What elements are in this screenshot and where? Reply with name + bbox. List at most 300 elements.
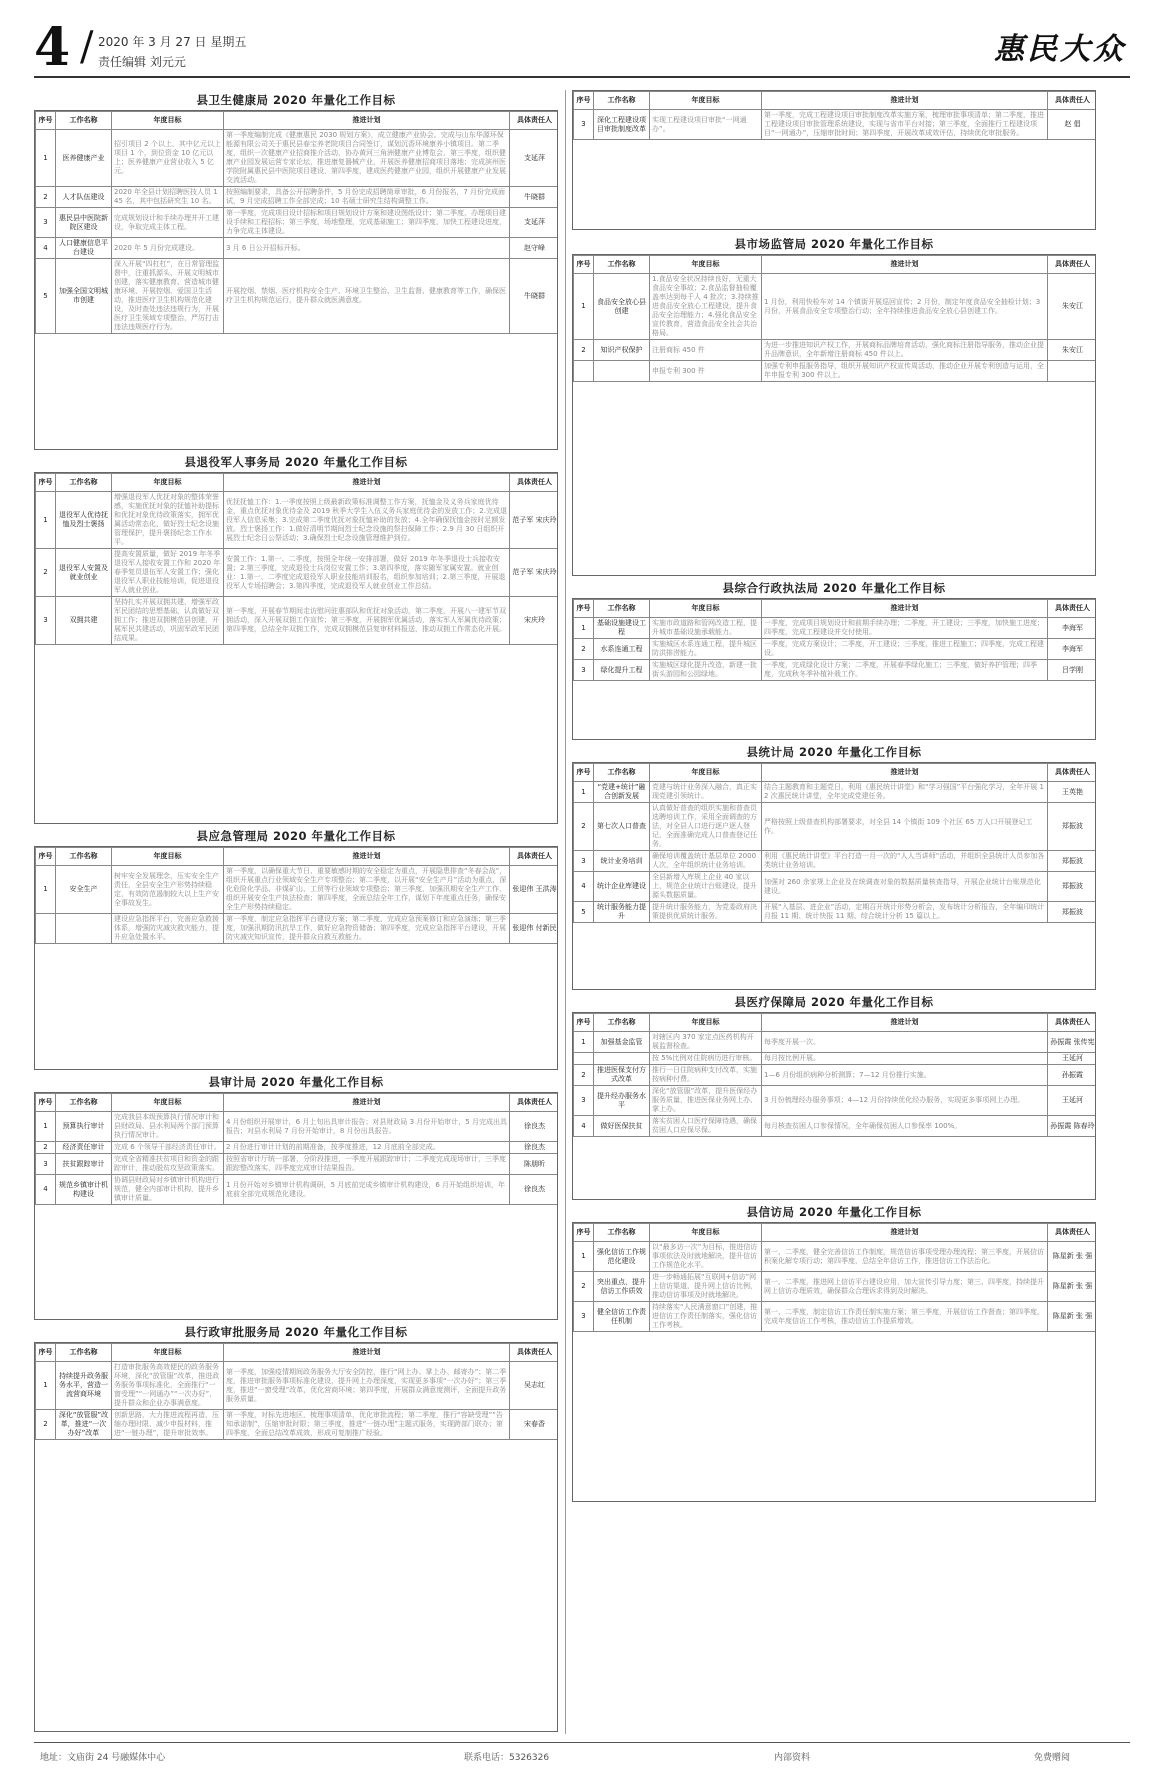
- table-cell: 食品安全放心县创建: [594, 274, 650, 340]
- column-divider: [565, 90, 566, 1734]
- footer: [34, 1742, 1130, 1768]
- column-header: 推进计划: [224, 1344, 510, 1362]
- table-cell: 2020 年 5 月份完成建设。: [112, 238, 224, 259]
- table-header-row: [574, 1224, 1097, 1242]
- column-header: 具体责任人: [510, 474, 559, 492]
- target-table: [572, 762, 1096, 990]
- table-row: [574, 1116, 1097, 1137]
- table-cell: 宋春香: [510, 1410, 559, 1440]
- table-cell: 宋庆玲: [510, 597, 559, 645]
- table-cell: 1: [574, 1242, 594, 1272]
- table-cell: 第一、二季度，健全完善信访工作制度，规范信访事项受理办理流程；第三季度，开展信访积案化解专项行动；第四季度，总结全年信访工作，推进信访工作法治化。: [762, 1242, 1048, 1272]
- section-title: 县信访局 2020 年量化工作目标: [746, 1205, 922, 1219]
- table-cell: 赵 倡: [1048, 110, 1097, 140]
- table-cell: 树牢安全发展理念，压实安全生产责任，全县安全生产形势持续稳定，有效防范遏制较大以上生产安全事故发生。: [112, 866, 224, 914]
- footer-label-free: 免费赠阅: [1034, 1753, 1071, 1763]
- section-petition: [572, 1202, 1096, 1734]
- section-title: 县退役军人事务局 2020 年量化工作目标: [184, 455, 408, 469]
- table-cell: 提升经办服务水平: [594, 1086, 650, 1116]
- table-cell: 全县新增入库规上企业 40 家以上，规范企业统计台账建设，提升源头数据质量。: [650, 872, 762, 902]
- table-cell: 4: [36, 1175, 56, 1205]
- table-cell: 3 月份梳理经办服务事项；4—12 月份持续优化经办服务，实现更多事项网上办理。: [762, 1086, 1048, 1116]
- table-cell: 4: [36, 238, 56, 259]
- column-header: 工作名称: [56, 112, 112, 130]
- table-row: [36, 1112, 559, 1142]
- table-cell: 加强全国文明城市创建: [56, 259, 112, 334]
- table-cell: 3: [36, 1154, 56, 1175]
- table-cell: 5: [36, 259, 56, 334]
- left-column: [34, 90, 558, 1734]
- table-cell: 完成 6 个领导干部经济责任审计。: [112, 1142, 224, 1154]
- column-header: 推进计划: [762, 1224, 1048, 1242]
- table-cell: 1: [574, 618, 594, 639]
- column-header: 序号: [574, 92, 594, 110]
- section-title: 县审计局 2020 年量化工作目标: [208, 1075, 384, 1089]
- table-cell: 第一季度编制完成《健康惠民 2030 规划方案》，成立健康产业协会。完成与山东华源环保能源有限公司关于惠民县春宝养老院项目合同签订，谋划沉香环境康养小镇项目。第二季度，组织一次健康产业招商推介活动，协办黄河三角洲健康产业博览会，第三季度，组织健康产业园发展运营专家论坛，推进康复器械产业，开展医养健康招商项目落地；完成滨州医学院附属惠民县中医院项目建设，第四季度，建成医药健康产业园，组织开展健康产业发展交流活动。: [224, 130, 510, 187]
- table-cell: 按 5%比例对住院病历进行审核。: [650, 1053, 762, 1065]
- table-cell: 孙振霞: [1048, 1065, 1097, 1086]
- table-cell: 1: [574, 782, 594, 803]
- column-header: 序号: [36, 1344, 56, 1362]
- table-cell: 完成我县本级预算执行情况审计和县财政局、县水利局两个部门预算执行情况审计。: [112, 1112, 224, 1142]
- table-row: [574, 803, 1097, 851]
- table-cell: 徐良杰: [510, 1112, 559, 1142]
- column-header: 工作名称: [56, 474, 112, 492]
- column-header: 年度目标: [650, 600, 762, 618]
- table-cell: 5: [574, 902, 594, 923]
- table-cell: 郑振波: [1048, 872, 1097, 902]
- table-cell: 退役军人安置及就业创业: [56, 549, 112, 597]
- table-cell: 第七次人口普查: [594, 803, 650, 851]
- table-cell: [36, 914, 56, 944]
- section-market: [572, 234, 1096, 578]
- table-row: [574, 361, 1097, 382]
- table-cell: 为进一步推进知识产权工作，开展商标品牌培育活动，强化商标注册指导服务，推动企业提升品牌意识，全年新增注册商标 450 件以上。: [762, 340, 1048, 361]
- column-header: 序号: [574, 256, 594, 274]
- table-cell: 范子军 宋庆玲: [510, 549, 559, 597]
- table-row: [574, 1065, 1097, 1086]
- column-header: 工作名称: [56, 848, 112, 866]
- table-cell: [56, 914, 112, 944]
- target-table: [572, 598, 1096, 740]
- column-header: 具体责任人: [1048, 1014, 1097, 1032]
- table-cell: 朱安江: [1048, 340, 1097, 361]
- section-health: [34, 90, 558, 452]
- table-row: [36, 492, 559, 549]
- table-cell: 3: [574, 1302, 594, 1332]
- table-header-row: [36, 1344, 559, 1362]
- table-grid: [573, 91, 1096, 140]
- table-cell: 第一季度，开展春节期间走访慰问驻惠部队和优抚对象活动，第二季度，开展八一建军节双拥活动，深入开展双拥工作宣传；第三季度，开展拥军优属活动，落实军人军属优待政策；第四季度，总结全年双拥工作，完成双拥模范县复审材料报送，推动双拥工作常态化开展。: [224, 597, 510, 645]
- column-header: 推进计划: [762, 1014, 1048, 1032]
- table-cell: 第一季度，以确保重大节日、重要敏感时期的安全稳定为重点，开展隐患排查“冬春会战”，组织开展重点行业领域安全生产专项整治；第二季度，以开展“安全生产月”活动为重点，深化危险化学品、非煤矿山、工贸等行业领域专项整治；第三季度，加强汛期安全生产工作，组织开展安全生产执法检查；第四季度，全面总结全年工作，谋划下年度重点任务，确保安全生产形势持续稳定。: [224, 866, 510, 914]
- column-header: 年度目标: [112, 1344, 224, 1362]
- section-enforce: [572, 578, 1096, 742]
- table-row: [574, 782, 1097, 803]
- section-title: 县统计局 2020 年量化工作目标: [746, 745, 922, 759]
- section-title: 县医疗保障局 2020 年量化工作目标: [734, 995, 934, 1009]
- target-table: [34, 472, 558, 824]
- table-cell: 加强基金监管: [594, 1032, 650, 1053]
- column-header: 年度目标: [112, 848, 224, 866]
- column-header: 工作名称: [56, 1094, 112, 1112]
- footer-phone: 联系电话：5326326: [464, 1753, 550, 1763]
- column-header: 推进计划: [762, 600, 1048, 618]
- table-grid: [35, 847, 558, 944]
- table-cell: 3: [36, 208, 56, 238]
- table-cell: 统计业务培训: [594, 851, 650, 872]
- table-cell: 张迎伟 王洪涛: [510, 866, 559, 914]
- table-cell: 提升统计服务能力，为党委政府决策提供优质统计服务。: [650, 902, 762, 923]
- table-cell: 以“最多访一次”为目标，推进信访事项依法及时就地解决，提升信访工作规范化水平。: [650, 1242, 762, 1272]
- table-row: [574, 660, 1097, 681]
- table-cell: 第一季度，完成项目设计招标和项目规划设计方案和建设图纸设计；第二季度，办理项目建设手续和工程招标；第三季度，场地整理，完成基础施工；第四季度，加快工程建设进度，力争完成主体建设。: [224, 208, 510, 238]
- table-cell: 健全信访工作责任机制: [594, 1302, 650, 1332]
- table-cell: 张迎伟 付新民: [510, 914, 559, 944]
- table-cell: 2: [36, 1142, 56, 1154]
- table-cell: 孙振霞 陈春玲: [1048, 1116, 1097, 1137]
- target-table: [34, 1342, 558, 1732]
- target-table: [572, 254, 1096, 576]
- footer-address: 地址：文庙街 24 号融媒体中心: [40, 1753, 166, 1763]
- table-cell: 赵守峰: [510, 238, 559, 259]
- target-table: [34, 846, 558, 1070]
- table-cell: 3 月 6 日公开招标开标。: [224, 238, 510, 259]
- table-cell: [574, 361, 594, 382]
- table-grid: [573, 255, 1096, 382]
- table-cell: 2: [574, 1065, 594, 1086]
- table-row: [574, 1086, 1097, 1116]
- column-header: 工作名称: [594, 92, 650, 110]
- target-table: [34, 1092, 558, 1320]
- table-cell: 范子军 宋庆玲: [510, 492, 559, 549]
- table-grid: [35, 1093, 558, 1205]
- column-header: 工作名称: [594, 1014, 650, 1032]
- table-cell: 协调县财政局对乡镇审计机构进行规范，健全内部审计机构，提升乡镇审计质量。: [112, 1175, 224, 1205]
- table-cell: 实施城区水系连通工程，提升城区防洪排涝能力。: [650, 639, 762, 660]
- column-header: 具体责任人: [1048, 1224, 1097, 1242]
- column-header: 序号: [36, 848, 56, 866]
- column-header: 年度目标: [650, 1224, 762, 1242]
- column-header: 年度目标: [650, 92, 762, 110]
- table-row: [36, 187, 559, 208]
- right-column: [572, 90, 1096, 1734]
- column-header: 推进计划: [224, 112, 510, 130]
- table-header-row: [574, 1014, 1097, 1032]
- column-header: 具体责任人: [1048, 600, 1097, 618]
- table-cell: 招引项目 2 个以上，其中亿元以上项目 1 个，到位资金 10 亿元以上；医养健康产业营业收入 5 亿元。: [112, 130, 224, 187]
- table-cell: 1: [574, 1032, 594, 1053]
- table-cell: 统计企业库建设: [594, 872, 650, 902]
- table-cell: [594, 361, 650, 382]
- table-cell: 1: [36, 1112, 56, 1142]
- table-cell: 1 月份开始对乡镇审计机构调研，5 月底前完成乡镇审计机构建设，6 月开始组织培训，年底前全部完成规范化建设。: [224, 1175, 510, 1205]
- column-header: 推进计划: [762, 92, 1048, 110]
- table-grid: [35, 111, 558, 334]
- column-header: 年度目标: [650, 256, 762, 274]
- target-table: [34, 110, 558, 450]
- table-cell: 2: [574, 1272, 594, 1302]
- table-cell: 陈星新 张 强: [1048, 1302, 1097, 1332]
- table-cell: 陈朋昕: [510, 1154, 559, 1175]
- column-header: 具体责任人: [1048, 764, 1097, 782]
- table-cell: 知识产权保护: [594, 340, 650, 361]
- table-cell: 陈星新 张 强: [1048, 1272, 1097, 1302]
- table-row: [36, 549, 559, 597]
- table-cell: 持续落实“人民满意窗口”创建，推进信访工作责任制落实，强化信访工作考核。: [650, 1302, 762, 1332]
- table-cell: 认真做好普查的组织实施和普查员选聘培训工作，采用全面调查的方法，对全县人口进行逐户逐人登记，全面准确完成人口普查登记任务。: [650, 803, 762, 851]
- table-cell: 2: [574, 639, 594, 660]
- column-header: 具体责任人: [1048, 256, 1097, 274]
- table-cell: 利用《惠民统计讲堂》平台打造一月一次的“人人当讲师”活动，并组织全县统计人员参加各类统计业务培训。: [762, 851, 1048, 872]
- column-header: 序号: [574, 1224, 594, 1242]
- table-cell: 2: [36, 1410, 56, 1440]
- table-cell: 按照编制要求，具备公开招聘条件，5 月份完成招聘简章审批，6 月份报名，7 月份完成面试，9 月完成招聘工作全部完成；10 名硕士研究生结构调整工作。: [224, 187, 510, 208]
- section-title: 县行政审批服务局 2020 年量化工作目标: [184, 1325, 408, 1339]
- table-cell: 深化“放管服”改革，推进“一次办好”改革: [56, 1410, 112, 1440]
- table-cell: 进一步畅通拓展“互联网+信访”网上信访渠道，提升网上信访比例，推动信访事项及时就地解决。: [650, 1272, 762, 1302]
- table-cell: 惠民县中医院新院区建设: [56, 208, 112, 238]
- table-header-row: [36, 112, 559, 130]
- table-cell: “党建+统计”融合创新发展: [594, 782, 650, 803]
- table-cell: 创新思路，大力推进流程再造，压缩办理时限、减少申报材料，推进“一链办理”，提升审批效率。: [112, 1410, 224, 1440]
- table-cell: 严格按照上级普查机构部署要求，对全县 14 个镇街 109 个社区 65 万人口开展登记工作。: [762, 803, 1048, 851]
- table-cell: [574, 1053, 594, 1065]
- masthead: [34, 14, 1130, 78]
- table-cell: 结合主题教育和主题党日，利用《惠民统计讲堂》和“学习强国”平台强化学习，全年开展 12 次惠民统计讲堂，全年完成党建任务。: [762, 782, 1048, 803]
- table-cell: 孙振霞 张传宪: [1048, 1032, 1097, 1053]
- table-cell: 深化工程建设项目审批制度改革: [594, 110, 650, 140]
- table-cell: 每季度开展一次。: [762, 1032, 1048, 1053]
- table-cell: 4: [574, 1116, 594, 1137]
- table-cell: 每月按比例开展。: [762, 1053, 1048, 1065]
- table-cell: 每月核查贫困人口参保情况，全年确保贫困人口参保率 100%。: [762, 1116, 1048, 1137]
- table-cell: 3: [574, 851, 594, 872]
- table-cell: 扶贫跟踪审计: [56, 1154, 112, 1175]
- table-cell: 牛晓群: [510, 187, 559, 208]
- section-medins: [572, 992, 1096, 1202]
- column-header: 推进计划: [762, 256, 1048, 274]
- table-cell: 优抚抚恤工作：1.一季度按照上级最新政策标准调整工作方案，抚恤金及义务兵家庭优待金，重点优抚对象优待金及 2019 秋季大学生入伍义务兵家庭优待金的发放工作；2.完成退役军人信息采集；3.完成第二季度优抚对象抚恤补助的发放；4.全年确保抚恤金按时足额发放。烈士褒扬工作：1.做好清明节期间烈士纪念设施的祭扫保障工作；2.9 月 30 日组织开展烈士纪念日公祭活动；3.确保烈士纪念设施管理维护到位。: [224, 492, 510, 549]
- table-cell: 完成全省精准扶贫项目和资金的跟踪审计，推动脱贫攻坚政策落实。: [112, 1154, 224, 1175]
- table-cell: 1 月份，利用快检车对 14 个镇街开展巡回宣传；2 月份，制定年度食品安全抽检计划；3 月份，开展食品安全专项整治行动；全年持续推进食品安全放心县创建工作。: [762, 274, 1048, 340]
- table-cell: 李海军: [1048, 639, 1097, 660]
- table-cell: 退役军人优待抚恤及烈士褒扬: [56, 492, 112, 549]
- column-header: 年度目标: [650, 1014, 762, 1032]
- table-row: [574, 618, 1097, 639]
- target-table: [572, 1222, 1096, 1502]
- table-cell: 第一、二季度，推进网上信访平台建设应用，加大宣传引导力度；第三、四季度，持续提升网上信访办理质效，确保群众合理诉求得到及时解决。: [762, 1272, 1048, 1302]
- column-header: 序号: [574, 1014, 594, 1032]
- table-cell: 2 月份进行审计计划的前期准备，按季度推进，12 月底前全部完成。: [224, 1142, 510, 1154]
- column-header: 工作名称: [594, 600, 650, 618]
- table-row: [36, 1410, 559, 1440]
- table-cell: 注册商标 450 件: [650, 340, 762, 361]
- table-cell: 1: [36, 492, 56, 549]
- table-cell: 陈星新 张 强: [1048, 1242, 1097, 1272]
- table-cell: 规范乡镇审计机构建设: [56, 1175, 112, 1205]
- table-row: [574, 639, 1097, 660]
- column-header: 具体责任人: [1048, 92, 1097, 110]
- newspaper-brand: 惠民大众: [994, 32, 1126, 67]
- table-row: [36, 208, 559, 238]
- table-cell: 开展“入基层、进企业”活动，定期召开统计形势分析会，发布统计分析报告，全年编印统计月报 11 期、统计快报 11 期、综合统计分析 15 篇以上。: [762, 902, 1048, 923]
- table-cell: 建设应急指挥平台，完善应急救援体系，增强防灾减灾救灾能力，提升应急处置水平。: [112, 914, 224, 944]
- table-cell: 深化“放管服”改革，提升医保经办服务质量，推进医保业务网上办、掌上办。: [650, 1086, 762, 1116]
- table-cell: 实施市政道路和管网改造工程，提升城市基础设施承载能力。: [650, 618, 762, 639]
- table-cell: 王延河: [1048, 1086, 1097, 1116]
- table-grid: [573, 1013, 1096, 1137]
- column-header: 具体责任人: [510, 848, 559, 866]
- table-row: [36, 914, 559, 944]
- table-grid: [573, 599, 1096, 681]
- table-cell: 支延萍: [510, 130, 559, 187]
- column-header: 工作名称: [594, 764, 650, 782]
- table-cell: 吕学刚: [1048, 660, 1097, 681]
- table-cell: 朱安江: [1048, 274, 1097, 340]
- table-cell: 推进医保支付方式改革: [594, 1065, 650, 1086]
- table-cell: 提高安置质量，做好 2019 年冬季退役军人接收安置工作和 2020 年春季复员退伍军人安置工作；强化退役军人职业技能培训，促进退役军人就业创业。: [112, 549, 224, 597]
- table-cell: 做好医保扶贫: [594, 1116, 650, 1137]
- column-header: 年度目标: [112, 474, 224, 492]
- table-row: [574, 274, 1097, 340]
- table-row: [36, 259, 559, 334]
- table-cell: 1: [36, 866, 56, 914]
- table-cell: 开展控烟、禁烟、医疗机构安全生产、环境卫生整治、卫生监督、健康教育等工作，确保医疗卫生机构规范运行，提升群众就医满意度。: [224, 259, 510, 334]
- table-cell: 坚持扎实开展双拥共建，增强军政军民团结的思想基础，认真做好双拥工作；推进双拥模范县创建，开展军民共建活动，巩固军政军民团结成果。: [112, 597, 224, 645]
- table-cell: 一季度，完成项目规划设计和前期手续办理；二季度，开工建设；三季度，加快施工进度；四季度，完成工程建设并交付使用。: [762, 618, 1048, 639]
- table-cell: 3: [574, 110, 594, 140]
- table-cell: 落实贫困人口医疗保障待遇，确保贫困人口应保尽保。: [650, 1116, 762, 1137]
- table-cell: 郑振波: [1048, 902, 1097, 923]
- table-cell: 李海军: [1048, 618, 1097, 639]
- table-row: [574, 902, 1097, 923]
- table-header-row: [36, 848, 559, 866]
- table-cell: 牛晓群: [510, 259, 559, 334]
- table-row: [36, 866, 559, 914]
- table-cell: 1—6 月份组织病种分析测算；7—12 月份推行实施。: [762, 1065, 1048, 1086]
- table-cell: 1: [36, 1362, 56, 1410]
- table-cell: 3: [36, 597, 56, 645]
- table-cell: 经济责任审计: [56, 1142, 112, 1154]
- table-row: [36, 1154, 559, 1175]
- table-row: [574, 1032, 1097, 1053]
- table-cell: 申报专利 300 件: [650, 361, 762, 382]
- table-row: [36, 1175, 559, 1205]
- table-cell: 强化信访工作规范化建设: [594, 1242, 650, 1272]
- table-header-row: [36, 474, 559, 492]
- table-row: [574, 851, 1097, 872]
- column-header: 工作名称: [594, 1224, 650, 1242]
- table-cell: 加强专利申报服务指导，组织开展知识产权宣传周活动，推动企业开展专利创造与运用，全年申报专利 300 件以上。: [762, 361, 1048, 382]
- table-cell: 1: [36, 130, 56, 187]
- table-cell: 王延河: [1048, 1053, 1097, 1065]
- table-cell: 第一季度，制定应急指挥平台建设方案；第二季度，完成应急预案修订和应急演练；第三季度，加强汛期防汛抗旱工作，做好应急物资储备；第四季度，完成应急指挥平台建设，开展防灾减灾知识宣传，提升群众自救互救能力。: [224, 914, 510, 944]
- column-header: 推进计划: [224, 848, 510, 866]
- table-cell: 3: [574, 660, 594, 681]
- table-cell: 完成规划设计和手续办理并开工建设，争取完成主体工程。: [112, 208, 224, 238]
- table-cell: 第一季度，对标先进地区，梳理事项清单，优化审批流程；第二季度，推行“容缺受理”“告知承诺制”，压缩审批时限；第三季度，推进“一链办理”主题式服务，实现跨部门联办；第四季度，全面总结改革成效，形成可复制推广经验。: [224, 1410, 510, 1440]
- table-cell: 第一、二季度，制定信访工作责任制实施方案；第三季度，开展信访工作督查；第四季度，完成年度信访工作考核，推动信访工作提质增效。: [762, 1302, 1048, 1332]
- table-grid: [573, 1223, 1096, 1332]
- column-header: 具体责任人: [510, 1344, 559, 1362]
- table-cell: 郑振波: [1048, 851, 1097, 872]
- section-approval-continued: [572, 90, 1096, 232]
- section-title: 县卫生健康局 2020 年量化工作目标: [196, 93, 396, 107]
- column-header: 序号: [36, 474, 56, 492]
- table-header-row: [574, 256, 1097, 274]
- column-header: 年度目标: [112, 112, 224, 130]
- column-header: 年度目标: [112, 1094, 224, 1112]
- column-header: 推进计划: [224, 1094, 510, 1112]
- column-header: 序号: [574, 764, 594, 782]
- table-cell: 徐良杰: [510, 1142, 559, 1154]
- page-number-slash: /: [80, 24, 94, 70]
- table-cell: 人才队伍建设: [56, 187, 112, 208]
- table-cell: 按照省审计厅统一部署，分阶段推进，一季度开展跟踪审计；二季度完成现场审计，三季度跟踪整改落实，四季度完成审计结果报告。: [224, 1154, 510, 1175]
- table-cell: 推行一日住院病种支付改革，实施按病种付费。: [650, 1065, 762, 1086]
- table-cell: 第一季度，加强疫情期间政务服务大厅安全防控，推行“网上办、掌上办、邮寄办”；第二季度，推进审批服务事项标准化建设，提升网上办理深度，实现更多事项“一次办好”；第三季度，推进“一窗受理”改革，优化营商环境；第四季度，开展群众满意度测评，全面提升政务服务质量。: [224, 1362, 510, 1410]
- table-header-row: [574, 764, 1097, 782]
- table-cell: 打造审批服务高效便民的政务服务环境，深化“放管服”改革，推进政务服务事项标准化，全面推行“一窗受理”“一网通办”“一次办好”，提升群众和企业办事满意度。: [112, 1362, 224, 1410]
- target-table: [572, 1012, 1096, 1200]
- table-cell: 对辖区内 370 家定点医药机构开展监督检查。: [650, 1032, 762, 1053]
- table-cell: 增强退役军人优抚对象的整体荣誉感，实施优抚对象的抚恤补助提标和优抚对象优待政策落实，拥军优属活动常态化，做好烈士纪念设施管理保护，提升褒扬纪念工作水平。: [112, 492, 224, 549]
- column-header: 具体责任人: [510, 112, 559, 130]
- editor-line: 责任编辑 刘元元: [98, 55, 186, 69]
- column-header: 工作名称: [594, 256, 650, 274]
- section-title: 县市场监管局 2020 年量化工作目标: [734, 237, 934, 251]
- table-row: [574, 110, 1097, 140]
- table-cell: 1: [574, 274, 594, 340]
- table-cell: 2020 年全县计划招聘医技人员 145 名，其中包括研究生 10 名。: [112, 187, 224, 208]
- table-row: [36, 597, 559, 645]
- table-cell: 基础设施建设工程: [594, 618, 650, 639]
- section-audit: [34, 1072, 558, 1322]
- table-cell: 医养健康产业: [56, 130, 112, 187]
- table-grid: [35, 473, 558, 645]
- table-cell: 安置工作：1.第一、二季度，按照全年统一安排部署，做好 2019 年冬季退役士兵接收安置；2.第三季度，完成退役士兵岗位安置工作；3.第四季度，落实随军家属安置。就业创业：1.第一、二季度完成退役军人职业技能培训报名，组织参加培训；2.第三季度，开展退役军人专场招聘会；3.第四季度，完成退役军人就业创业工作总结。: [224, 549, 510, 597]
- column-header: 具体责任人: [510, 1094, 559, 1112]
- table-cell: 安全生产: [56, 866, 112, 914]
- date-line: 2020 年 3 月 27 日 星期五: [98, 35, 247, 49]
- column-header: 工作名称: [56, 1344, 112, 1362]
- table-cell: [594, 1053, 650, 1065]
- table-header-row: [36, 1094, 559, 1112]
- table-cell: 一季度，完成方案设计；二季度，开工建设；三季度，推进工程施工；四季度，完成工程建设。: [762, 639, 1048, 660]
- section-approval: [34, 1322, 558, 1734]
- table-cell: 水系连通工程: [594, 639, 650, 660]
- target-table: [572, 90, 1096, 230]
- table-cell: 徐良杰: [510, 1175, 559, 1205]
- table-cell: 郑振波: [1048, 803, 1097, 851]
- table-row: [574, 1272, 1097, 1302]
- table-cell: 1.食品安全状况持续良好，无重大食品安全事故；2.食品监督抽检覆盖率达到每千人 4 批次；3.持续推进食品安全放心工程建设，提升食品安全治理能力；4.强化食品安全宣传教育，营造食品安全社会共治格局。: [650, 274, 762, 340]
- table-cell: 统计服务能力提升: [594, 902, 650, 923]
- table-cell: 持续提升政务服务水平，营造一流营商环境: [56, 1362, 112, 1410]
- column-header: 序号: [36, 112, 56, 130]
- column-header: 推进计划: [224, 474, 510, 492]
- table-row: [36, 130, 559, 187]
- table-row: [574, 1053, 1097, 1065]
- table-cell: 加强对 260 余家规上企业及在统调查对象的数据质量核查指导，开展企业统计台账规范化建设。: [762, 872, 1048, 902]
- table-cell: 确保培训覆盖统计基层单位 2000 人次，全年组织统计业务培训。: [650, 851, 762, 872]
- column-header: 序号: [574, 600, 594, 618]
- table-cell: 双拥共建: [56, 597, 112, 645]
- table-row: [574, 340, 1097, 361]
- table-cell: 实施城区绿化提升改造，新建一批街头游园和公园绿地。: [650, 660, 762, 681]
- table-header-row: [574, 600, 1097, 618]
